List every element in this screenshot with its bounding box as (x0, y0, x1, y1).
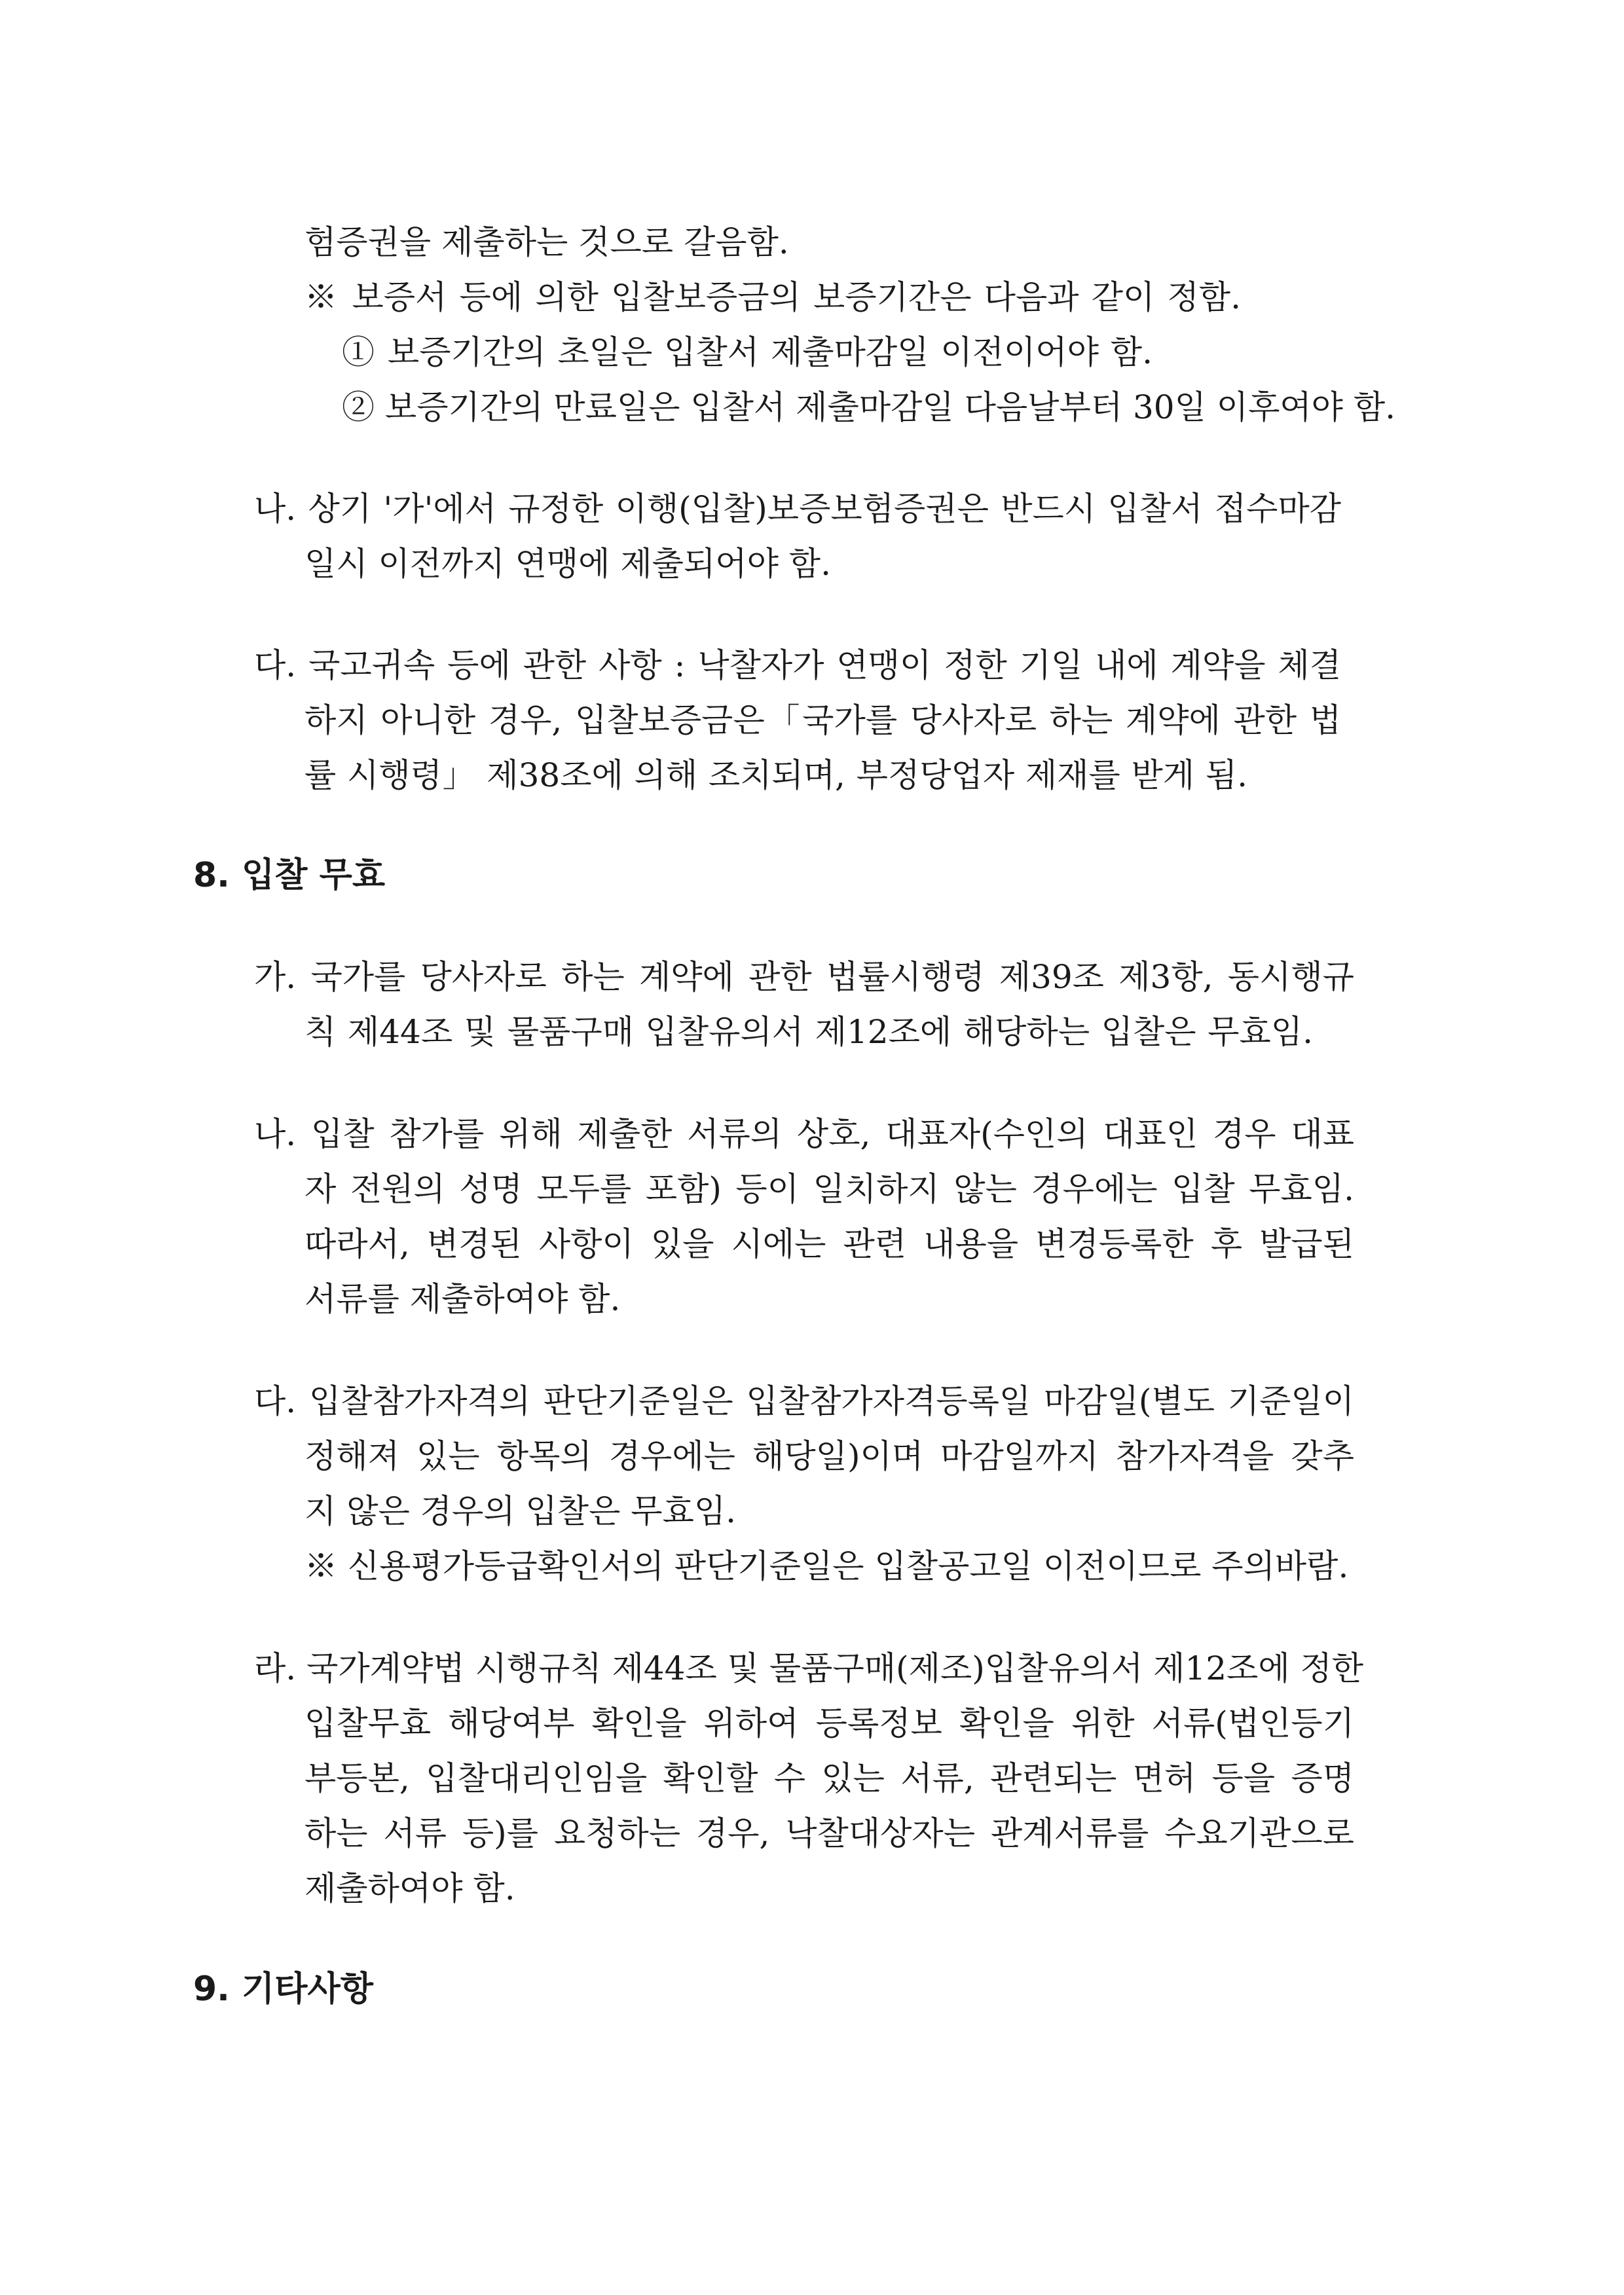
credit-rating-note: ※ 신용평가등급확인서의 판단기준일은 입찰공고일 이전이므로 주의바람. (304, 1547, 1349, 1585)
section8-ga-line: 칙 제44조 및 물품구매 입찰유의서 제12조에 해당하는 입찰은 무효임. (304, 1013, 1313, 1051)
guarantee-period-note: ※ 보증서 등에 의한 입찰보증금의 보증기간은 다음과 같이 정함. (304, 278, 1241, 316)
guarantee-item-1: ① 보증기간의 초일은 입찰서 제출마감일 이전이어야 함. (342, 333, 1153, 371)
section-heading-8: 8. 입찰 무효 (193, 856, 386, 895)
section8-na-line: 서류를 제출하여야 함. (304, 1280, 621, 1318)
section8-da-line: 지 않은 경우의 입찰은 무효임. (304, 1492, 737, 1530)
section8-ra-line: 라. 국가계약법 시행규칙 제44조 및 물품구매(제조)입찰유의서 제12조에 정한 (254, 1649, 1364, 1687)
continuation-line: 험증권을 제출하는 것으로 갈음함. (304, 223, 789, 261)
section8-ra-line: 입찰무효 해당여부 확인을 위하여 등록정보 확인을 위한 서류(법인등기 (304, 1704, 1354, 1742)
section8-na-line: 나. 입찰 참가를 위해 제출한 서류의 상호, 대표자(수인의 대표인 경우 대표 (254, 1115, 1354, 1153)
section8-da-line: 정해져 있는 항목의 경우에는 해당일)이며 마감일까지 참가자격을 갖추 (304, 1437, 1354, 1475)
guarantee-item-2: ② 보증기간의 만료일은 입찰서 제출마감일 다음날부터 30일 이후여야 함. (342, 388, 1396, 426)
para-na-line: 나. 상기 '가'에서 규정한 이행(입찰)보증보험증권은 반드시 입찰서 접수마감 (254, 490, 1341, 528)
section8-da-line: 다. 입찰참가자격의 판단기준일은 입찰참가자격등록일 마감일(별도 기준일이 (254, 1382, 1354, 1420)
section8-ra-line: 제출하여야 함. (304, 1869, 515, 1907)
para-da-line: 다. 국고귀속 등에 관한 사항 : 낙찰자가 연맹이 정한 기일 내에 계약을 체결 (254, 646, 1341, 684)
section-heading-9: 9. 기타사항 (193, 1970, 373, 2009)
section8-na-line: 자 전원의 성명 모두를 포함) 등이 일치하지 않는 경우에는 입찰 무효임. (304, 1170, 1354, 1208)
para-da-line: 률 시행령」 제38조에 의해 조치되며, 부정당업자 제재를 받게 됨. (304, 756, 1247, 794)
para-da-line: 하지 아니한 경우, 입찰보증금은「국가를 당사자로 하는 계약에 관한 법 (304, 701, 1341, 739)
section8-ra-line: 하는 서류 등)를 요청하는 경우, 낙찰대상자는 관계서류를 수요기관으로 (304, 1814, 1354, 1852)
section8-ga-line: 가. 국가를 당사자로 하는 계약에 관한 법률시행령 제39조 제3항, 동시행규 (254, 958, 1354, 996)
section8-ra-line: 부등본, 입찰대리인임을 확인할 수 있는 서류, 관련되는 면허 등을 증명 (304, 1759, 1354, 1797)
para-na-line: 일시 이전까지 연맹에 제출되어야 함. (304, 545, 831, 583)
section8-na-line: 따라서, 변경된 사항이 있을 시에는 관련 내용을 변경등록한 후 발급된 (304, 1225, 1354, 1263)
